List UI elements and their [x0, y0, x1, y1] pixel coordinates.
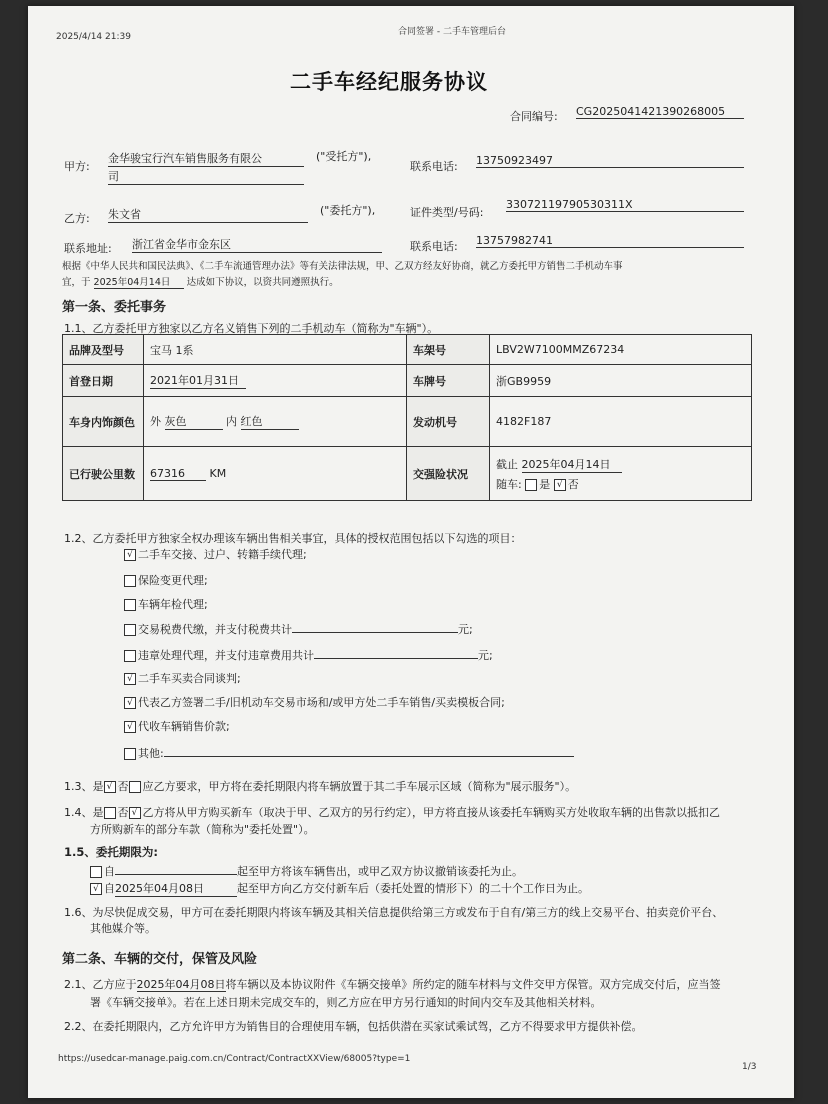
party-a-role: ("受托方"),: [316, 150, 372, 163]
disposal-no-checkbox[interactable]: √: [129, 807, 141, 819]
disposal-yes-checkbox[interactable]: [104, 807, 116, 819]
term-option-2-checkbox[interactable]: √: [90, 883, 102, 895]
scope-item-label: 保险变更代理;: [138, 574, 208, 587]
interior-prefix: 内: [226, 415, 237, 428]
term-option-1-text: 起至甲方将该车辆售出，或甲乙双方协议撤销该委托为止。: [237, 865, 523, 878]
clause-1-3: [64, 778, 576, 794]
clause-2-1-line2: 署《车辆交接单》。若在上述日期未完成交车的，则乙方应在甲方另行通知的时间内交车及其他相关材料。: [90, 996, 602, 1009]
violation-amount-field[interactable]: [314, 646, 478, 659]
clause-1-3-text: 应乙方要求，甲方将在委托期限内将车辆放置于其二手车展示区域（简称为"展示服务"）。: [142, 780, 577, 793]
party-b-address: 浙江省金华市金东区: [132, 236, 382, 253]
brand-label: 品牌及型号: [63, 335, 144, 365]
scope-item-5: [124, 670, 241, 686]
party-a-name-line2: 司: [108, 168, 304, 185]
other-field[interactable]: [164, 744, 574, 757]
scope-checkbox[interactable]: [124, 599, 136, 611]
engine-value: 4182F187: [490, 397, 752, 447]
term-option-1-checkbox[interactable]: [90, 866, 102, 878]
insurance-with-car-label: 随车:: [496, 477, 522, 491]
clause-2-1-line1: [64, 976, 721, 992]
party-b-id-label: 证件类型/号码:: [410, 206, 484, 219]
clause-1-4-prefix: 1.4、是: [64, 806, 104, 819]
clause-2-1-text: 将车辆以及本协议附件《车辆交接单》所约定的随车材料与文件交甲方保管。双方完成交付后，应当签: [225, 978, 721, 991]
engine-label: 发动机号: [407, 397, 490, 447]
mileage-value: 67316: [150, 467, 206, 481]
scope-checkbox[interactable]: √: [124, 721, 136, 733]
scope-item-6: [124, 694, 505, 710]
section2-title: 第二条、车辆的交付，保管及风险: [62, 952, 258, 967]
tax-amount-field[interactable]: [292, 620, 458, 633]
party-b-phone-label: 联系电话:: [410, 240, 458, 253]
scope-checkbox[interactable]: [124, 575, 136, 587]
scope-item-label: 交易税费代缴，并支付税费共计: [138, 623, 292, 636]
display-no-checkbox[interactable]: [129, 781, 141, 793]
scope-item-1: [124, 572, 208, 588]
clause-2-1-prefix: 2.1、乙方应于: [64, 978, 137, 991]
page-number: 1/3: [742, 1062, 757, 1072]
insurance-cell: [490, 447, 752, 501]
scope-item-8: [124, 744, 574, 761]
document-title: 二手车经纪服务协议: [290, 70, 488, 94]
party-b-id-no: 33072119790530311X: [506, 198, 744, 212]
exterior-color: 灰色: [165, 413, 223, 430]
preamble-prefix: 宜，于: [62, 277, 91, 288]
term-option-2-date: 2025年04月08日: [115, 880, 237, 897]
scope-item-label: 车辆年检代理;: [138, 598, 208, 611]
plate-value: 浙GB9959: [490, 365, 752, 397]
plate-label: 车牌号: [407, 365, 490, 397]
scope-item-label: 二手车买卖合同谈判;: [138, 672, 241, 685]
scope-item-2: [124, 596, 208, 612]
reg-date-cell: [144, 365, 407, 397]
print-site-title: 合同签署 - 二手车管理后台: [398, 27, 506, 37]
preamble-suffix: 达成如下协议，以资共同遵照执行。: [186, 277, 339, 288]
insurance-until-date: 2025年04月14日: [522, 456, 622, 473]
mileage-label: 已行驶公里数: [63, 447, 144, 501]
term-option-1: [90, 862, 523, 879]
color-cell: [144, 397, 407, 447]
insurance-yes-label: 是: [539, 477, 551, 491]
party-a-phone-label: 联系电话:: [410, 160, 458, 173]
party-b-phone: 13757982741: [476, 234, 744, 248]
insurance-no-checkbox[interactable]: √: [554, 479, 566, 491]
insurance-until-prefix: 截止: [496, 457, 518, 471]
contract-no: CG2025041421390268005: [576, 105, 744, 119]
clause-1-2: 1.2、乙方委托甲方独家全权办理该车辆出售相关事宜，具体的授权范围包括以下勾选的项目：: [64, 532, 522, 545]
scope-item-label: 代收车辆销售价款;: [138, 720, 230, 733]
term-option-1-prefix: 自: [104, 865, 115, 878]
term-option-1-date[interactable]: [115, 862, 237, 875]
scope-checkbox[interactable]: [124, 624, 136, 636]
scope-item-suffix: 元;: [478, 649, 493, 662]
preamble-line2: [62, 274, 339, 289]
scope-checkbox[interactable]: √: [124, 697, 136, 709]
clause-1-4-line2: 方所购新车的部分车款（简称为"委托处置"）。: [90, 823, 315, 836]
clause-1-5-title: 1.5、委托期限为:: [64, 845, 158, 859]
term-option-2: [90, 880, 589, 897]
interior-color: 红色: [241, 413, 299, 430]
contract-no-label: 合同编号:: [510, 110, 558, 123]
insurance-label: 交强险状况: [407, 447, 490, 501]
vin-value: LBV2W7100MMZ67234: [490, 335, 752, 365]
party-b-name: 朱文省: [108, 206, 308, 223]
brand-value: 宝马 1系: [144, 335, 407, 365]
insurance-no-label: 否: [567, 477, 579, 491]
clause-1-6-line1: 1.6、为尽快促成交易，甲方可在委托期限内将该车辆及其相关信息提供给第三方或发布于自有/第三方的线上交易平台、拍卖竞价平台、: [64, 906, 724, 919]
clause-2-1-date: 2025年04月08日: [136, 978, 226, 991]
scope-checkbox[interactable]: √: [124, 673, 136, 685]
party-a-name-line1: 金华骏宝行汽车销售服务有限公: [108, 150, 304, 167]
scope-checkbox[interactable]: √: [124, 549, 136, 561]
party-b-address-label: 联系地址:: [64, 242, 112, 255]
preamble-date: 2025年04月14日: [94, 274, 184, 289]
scope-checkbox[interactable]: [124, 650, 136, 662]
scope-item-label: 二手车交接、过户、转籍手续代理;: [138, 548, 307, 561]
section1-title: 第一条、委托事务: [62, 300, 167, 315]
scope-item-0: [124, 546, 307, 562]
scope-item-3: [124, 620, 473, 637]
exterior-prefix: 外: [150, 415, 161, 428]
scope-item-4: [124, 646, 493, 663]
footer-url: https://usedcar-manage.paig.com.cn/Contract/ContractXXView/68005?type=1: [58, 1054, 411, 1064]
clause-1-3-no: 否: [117, 780, 129, 793]
clause-1-4-line1: 乙方将从甲方购买新车（取决于甲、乙双方的另行约定），甲方将直接从该委托车辆购买方处收取车辆的出售款以抵扣乙: [142, 806, 720, 819]
reg-date-value: 2021年01月31日: [150, 372, 246, 389]
clause-1-3-prefix: 1.3、是: [64, 780, 104, 793]
mileage-unit: KM: [209, 466, 227, 480]
scope-item-7: [124, 718, 230, 734]
clause-1-4-no: 否: [117, 806, 129, 819]
insurance-yes-checkbox[interactable]: [525, 479, 537, 491]
party-b-label: 乙方:: [64, 212, 90, 225]
clause-1-1: 1.1、乙方委托甲方独家以乙方名义销售下列的二手机动车（简称为"车辆"）。: [64, 322, 439, 335]
party-a-phone: 13750923497: [476, 154, 744, 168]
mileage-cell: [144, 447, 407, 501]
scope-checkbox[interactable]: [124, 748, 136, 760]
party-b-role: ("委托方"),: [320, 204, 376, 217]
scope-item-suffix: 元;: [458, 623, 473, 636]
term-option-2-prefix: 自: [104, 882, 115, 895]
color-label: 车身内饰颜色: [63, 397, 144, 447]
reg-date-label: 首登日期: [63, 365, 144, 397]
vin-label: 车架号: [407, 335, 490, 365]
vehicle-info-table: [62, 334, 752, 501]
term-option-2-text: 起至甲方向乙方交付新车后（委托处置的情形下）的二十个工作日为止。: [237, 882, 589, 895]
scope-item-label: 违章处理代理，并支付违章费用共计: [138, 649, 314, 662]
scope-item-label: 代表乙方签署二手/旧机动车交易市场和/或甲方处二手车销售/买卖模板合同;: [138, 696, 505, 709]
contract-page: [28, 6, 794, 1098]
clause-2-2: 2.2、在委托期限内，乙方允许甲方为销售目的合理使用车辆，包括供潜在买家试乘试驾，乙方不得要求甲方提供补偿。: [64, 1020, 643, 1033]
preamble-line1: 根据《中华人民共和国民法典》、《二手车流通管理办法》等有关法律法规，甲、乙双方经友好协商，就乙方委托甲方销售二手机动车事: [62, 261, 623, 272]
clause-1-4: [64, 804, 720, 820]
party-a-label: 甲方:: [64, 160, 90, 173]
print-timestamp: 2025/4/14 21:39: [56, 32, 131, 42]
clause-1-6-line2: 其他媒介等。: [90, 922, 156, 935]
scope-item-label: 其他:: [138, 747, 164, 760]
display-yes-checkbox[interactable]: √: [104, 781, 116, 793]
